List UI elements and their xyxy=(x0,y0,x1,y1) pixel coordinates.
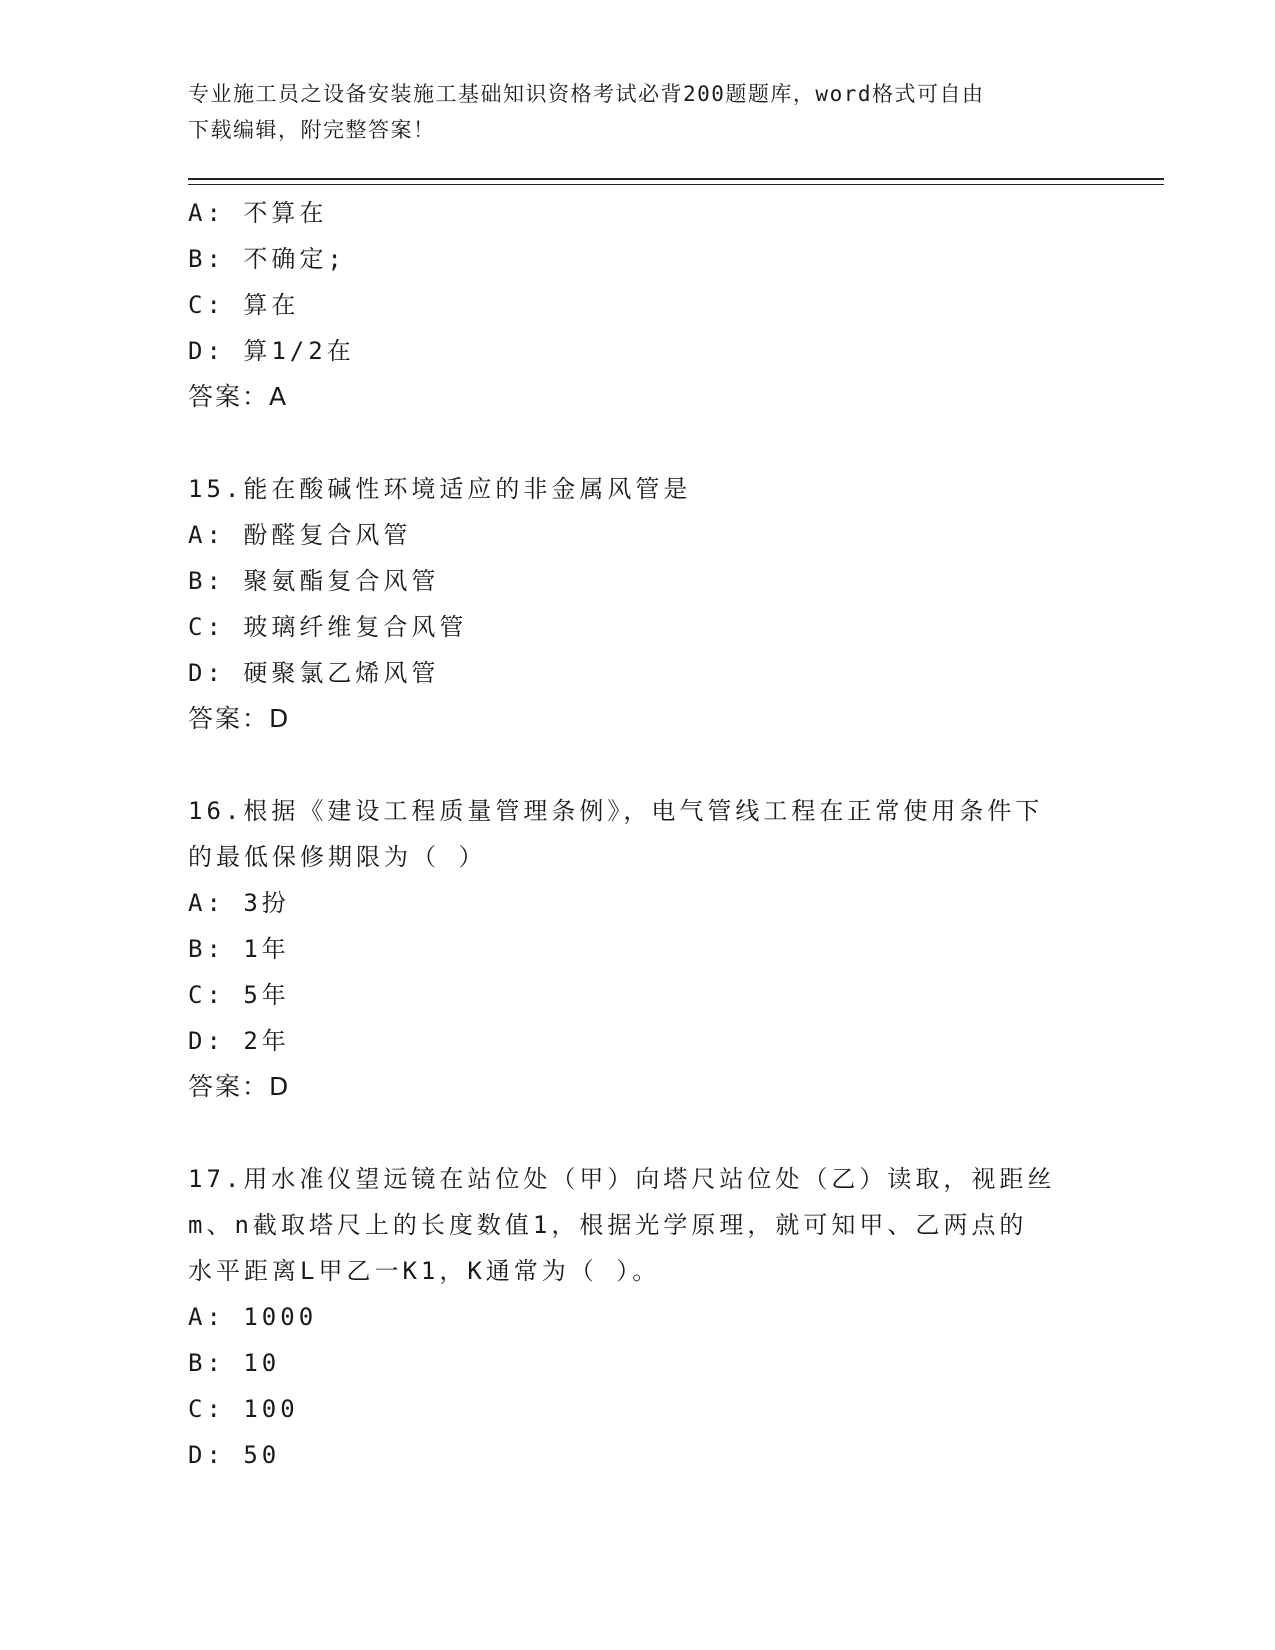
question-text-line-1: 17.用水准仪望远镜在站位处（甲）向塔尺站位处（乙）读取，视距丝 xyxy=(188,1165,1056,1193)
option-a: A: 3扮 xyxy=(188,889,290,917)
header-line-1: 专业施工员之设备安装施工基础知识资格考试必背200题题库，word格式可自由 xyxy=(188,82,985,106)
header-divider-thin xyxy=(188,184,1164,185)
question-list xyxy=(188,190,1108,1478)
option-d: D: 2年 xyxy=(188,1027,290,1055)
option-b: B: 聚氨酯复合风管 xyxy=(188,567,440,595)
question-14 xyxy=(188,190,1108,420)
header-divider-thick xyxy=(188,178,1164,180)
option-c: C: 算在 xyxy=(188,291,300,319)
question-text-line-2: 的最低保修期限为（ ） xyxy=(188,843,487,871)
question-15 xyxy=(188,466,1108,742)
question-text-line-3: 水平距离L甲乙一K1，K通常为（ ）。 xyxy=(188,1257,661,1285)
option-d: D: 硬聚氯乙烯风管 xyxy=(188,659,440,687)
document-header xyxy=(188,76,1088,148)
option-b: B: 10 xyxy=(188,1349,281,1377)
option-b: B: 1年 xyxy=(188,935,290,963)
option-c: C: 5年 xyxy=(188,981,290,1009)
option-a: A: 1000 xyxy=(188,1303,318,1331)
answer-line: 答案：A xyxy=(188,382,289,411)
option-a: A: 酚醛复合风管 xyxy=(188,521,412,549)
answer-line: 答案：D xyxy=(188,1072,291,1101)
question-text: 15.能在酸碱性环境适应的非金属风管是 xyxy=(188,475,692,503)
question-17 xyxy=(188,1156,1108,1478)
question-16 xyxy=(188,788,1108,1110)
option-d: D: 50 xyxy=(188,1441,281,1469)
header-line-2: 下载编辑，附完整答案！ xyxy=(188,118,436,142)
answer-line: 答案：D xyxy=(188,704,291,733)
option-c: C: 100 xyxy=(188,1395,299,1423)
question-text-line-2: m、n截取塔尺上的长度数值1，根据光学原理，就可知甲、乙两点的 xyxy=(188,1211,1028,1239)
option-d: D: 算1/2在 xyxy=(188,337,355,365)
option-b: B: 不确定; xyxy=(188,245,346,273)
option-a: A: 不算在 xyxy=(188,199,328,227)
question-text-line-1: 16.根据《建设工程质量管理条例》，电气管线工程在正常使用条件下 xyxy=(188,797,1044,825)
option-c: C: 玻璃纤维复合风管 xyxy=(188,613,468,641)
